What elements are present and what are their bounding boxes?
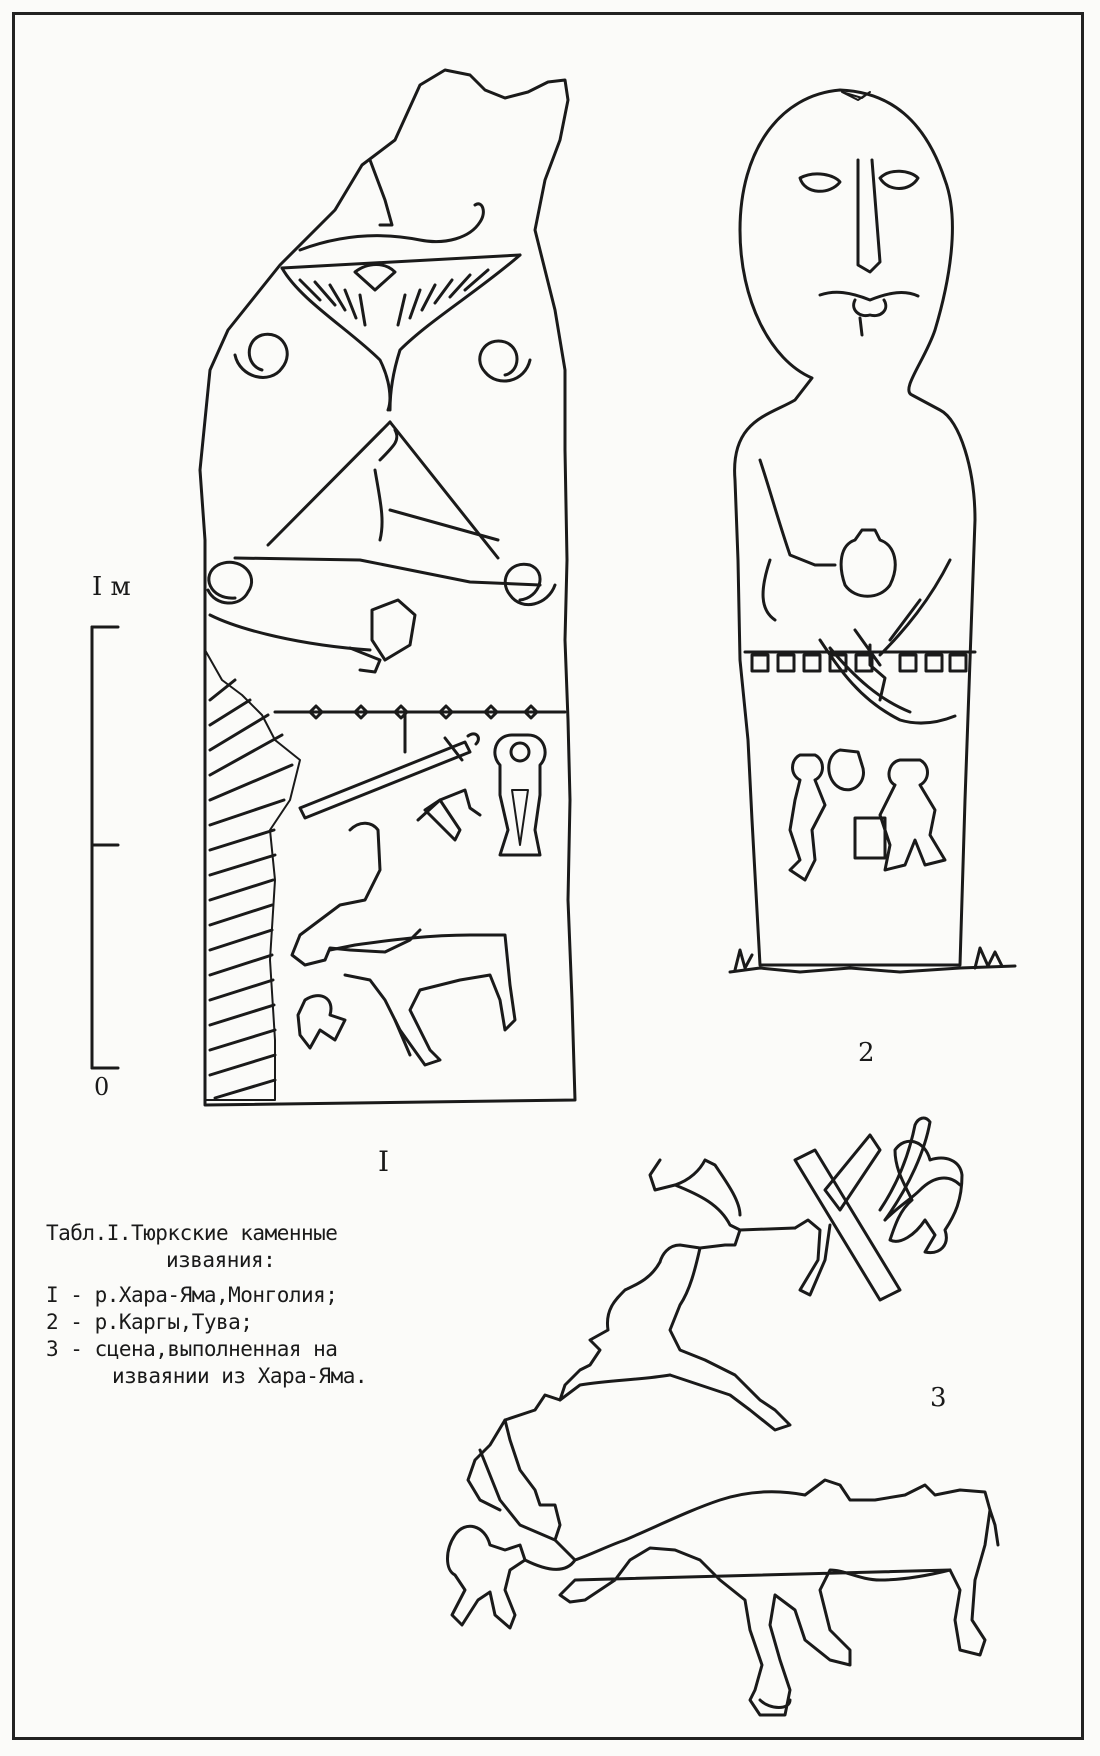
scene-3-drawing xyxy=(448,1118,999,1715)
caption-item-3: 3 - сцена,выполненная на xyxy=(46,1337,338,1361)
caption-item-3-continuation: изваянии из Хара-Яма. xyxy=(112,1364,368,1388)
scene-3-label: 3 xyxy=(930,1383,947,1413)
scale-bar xyxy=(92,627,118,1068)
statue-1-label: I xyxy=(378,1145,390,1178)
caption-item-1: I - р.Хара-Яма,Монголия; xyxy=(46,1283,338,1307)
statue-2-drawing xyxy=(730,90,1015,972)
scale-top-label: I м xyxy=(92,572,131,602)
statue-2-label: 2 xyxy=(858,1038,875,1068)
scale-bottom-label: 0 xyxy=(94,1073,110,1101)
caption-title-line2: изваяния: xyxy=(166,1248,276,1272)
statue-1-drawing xyxy=(200,70,575,1105)
caption-items xyxy=(46,1282,486,1390)
caption-item-2: 2 - р.Каргы,Тува; xyxy=(46,1310,253,1334)
caption-title-line1: Табл.I.Тюркские каменные xyxy=(46,1221,338,1245)
figure-caption xyxy=(46,1220,486,1390)
